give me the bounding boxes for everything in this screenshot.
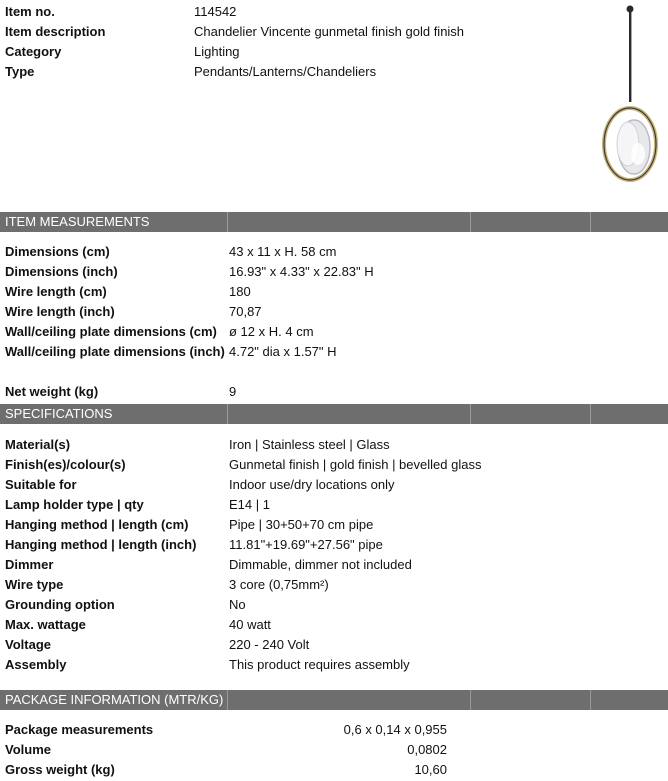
row-value: Dimmable, dimmer not included [229,557,412,572]
row-label: Hanging method | length (cm) [5,517,189,532]
row-label: Net weight (kg) [5,384,99,399]
band-divider [227,212,228,232]
band-divider [470,690,471,710]
row-value: Iron | Stainless steel | Glass [229,437,390,452]
row-label: Item no. [5,4,55,19]
row-label: Item description [5,24,106,39]
row-label: Dimensions (cm) [5,244,110,259]
row-label: Package measurements [5,722,154,737]
row-label: Wall/ceiling plate dimensions (inch) [5,344,225,359]
band-divider [590,212,591,232]
band-divider [227,404,228,424]
row-label: Grounding option [5,597,115,612]
row-value: 9 [229,384,237,399]
row-value: 0,0802 [407,742,447,757]
row-value: E14 | 1 [229,497,270,512]
row-value: 220 - 240 Volt [229,637,310,652]
row-label: Wire type [5,577,64,592]
row-label: Voltage [5,637,51,652]
row-value: 70,87 [229,304,262,319]
band-divider [590,404,591,424]
row-label: Suitable for [5,477,77,492]
row-label: Type [5,64,35,79]
row-label: Lamp holder type | qty [5,497,144,512]
specifications-header [0,404,668,424]
row-value: ø 12 x H. 4 cm [229,324,314,339]
row-label: Finish(es)/colour(s) [5,457,126,472]
row-value: Chandelier Vincente gunmetal finish gold finish [194,24,465,39]
row-label: Dimensions (inch) [5,264,118,279]
row-label: Gross weight (kg) [5,762,115,777]
row-label: Wire length (cm) [5,284,107,299]
row-value: Indoor use/dry locations only [229,477,395,492]
section-title: ITEM MEASUREMENTS [5,214,150,229]
section-title: SPECIFICATIONS [5,406,113,421]
row-value: 40 watt [229,617,271,632]
row-value: 10,60 [414,762,447,777]
row-value: No [229,597,246,612]
row-label: Max. wattage [5,617,86,632]
row-value: 114542 [194,4,237,19]
row-value: Gunmetal finish | gold finish | bevelled glass [229,457,482,472]
row-value: 4.72" dia x 1.57" H [229,344,337,359]
row-value: 180 [229,284,251,299]
row-value: This product requires assembly [229,657,410,672]
band-divider [590,690,591,710]
row-value: 3 core (0,75mm²) [229,577,329,592]
band-divider [470,404,471,424]
row-value: 43 x 11 x H. 58 cm [229,244,337,259]
section-title: PACKAGE INFORMATION (MTR/KG) [5,692,224,707]
row-label: Assembly [5,657,67,672]
row-value: 11.81"+19.69"+27.56" pipe [229,537,383,552]
row-label: Wire length (inch) [5,304,115,319]
row-value: 0,6 x 0,14 x 0,955 [343,722,447,737]
row-label: Hanging method | length (inch) [5,537,197,552]
row-label: Category [5,44,62,59]
band-divider [227,690,228,710]
row-label: Dimmer [5,557,54,572]
row-label: Material(s) [5,437,71,452]
row-label: Wall/ceiling plate dimensions (cm) [5,324,217,339]
row-value: Pipe | 30+50+70 cm pipe [229,517,374,532]
band-divider [470,212,471,232]
package-information-header [0,690,668,710]
pendant-lamp-icon [600,4,668,184]
row-label: Volume [5,742,51,757]
item-measurements-header [0,212,668,232]
row-value: Lighting [194,44,240,59]
row-value: Pendants/Lanterns/Chandeliers [194,64,377,79]
row-value: 16.93" x 4.33" x 22.83" H [229,264,374,279]
